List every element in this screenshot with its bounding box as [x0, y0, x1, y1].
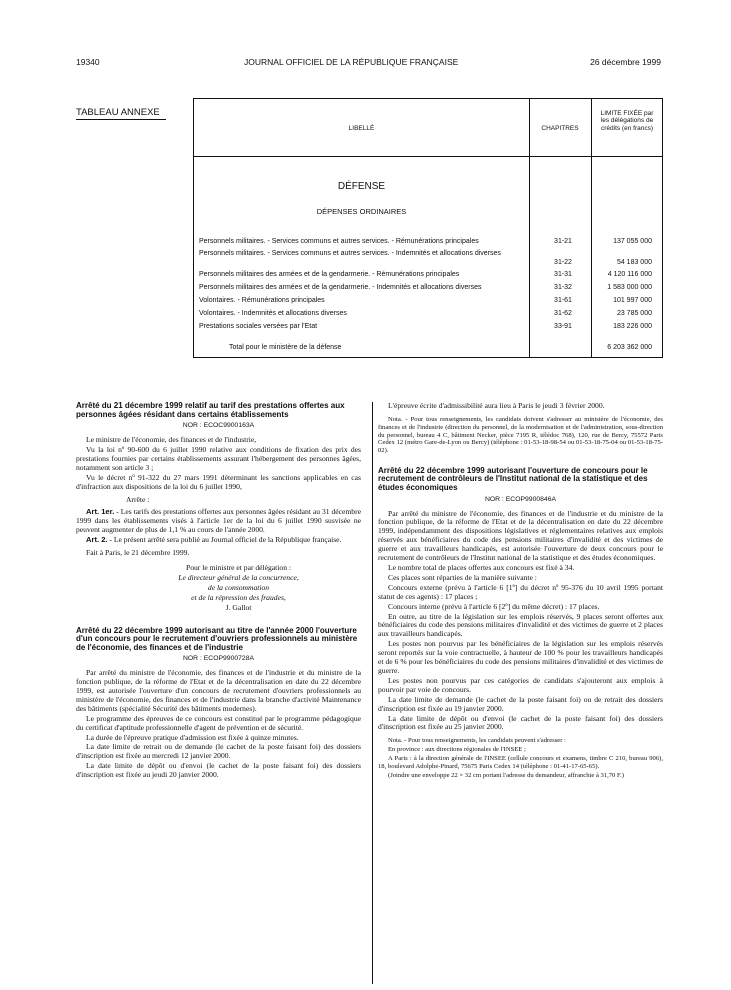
table-col-divider [529, 99, 530, 357]
row-libelle: Personnels militaires. - Services communs et autres services. - Indemnités et allocations diverses [199, 250, 501, 257]
column-divider [372, 402, 373, 984]
page-number: 19340 [76, 57, 100, 67]
row-chapitre: 31-22 [554, 259, 572, 266]
row-chapitre: 31-61 [554, 297, 572, 304]
row-amount: 54 183 000 [616, 259, 652, 266]
paragraph: Concours interne (prévu à l'article 6 [2º] du même décret) : 17 places. [388, 601, 600, 611]
delegation-line: Pour le ministre et par délégation : [185, 562, 292, 572]
nota: Nota. - Pour tous renseignements, les candidats doivent s'adresser au ministère de l'économie, des finances et de l'industrie (direction du personnel, de la modernisation et de l'administration, sous-direction du personnel, bureau 4 C, bâtiment Necker, pièce 7195 R, télédoc 768), 120, rue de Bercy, 75572 Paris Cedex 12 (métro Gare-de-Lyon ou Bercy) (téléphone : 01-53-18-98-54 ou 01-53-18-75-04 ou 01-53-18-75-02). [378, 415, 663, 455]
row-libelle: Prestations sociales versées par l'Etat [199, 323, 318, 330]
paragraph: La date limite de dépôt ou d'envoi (le cachet de la poste faisant foi) des dossiers d'inscription est fixée au 25 janvier 2000. [378, 713, 663, 732]
paragraph: Par arrêté du ministre de l'économie, des finances et de l'industrie et du ministre de la fonction publique, de la réforme de l'Etat et de la décentralisation en date du 22 décembre 1999, est autorisée l'ouverture d'un concours de recrutement d'ouvriers professionnels au ministère de l'économie, des finances et de l'industrie dans la branche d'activité Maintenance des bâtiments (spécialité Sécurité des bâtiments modernes). [76, 668, 361, 713]
total-label: Total pour le ministère de la défense [229, 344, 342, 351]
signature-title: Le directeur général de la concurrence, [178, 572, 299, 582]
right-column [378, 402, 663, 780]
table-header-divider [194, 156, 662, 157]
annexe-table [193, 98, 663, 358]
col-header-libelle: LIBELLÉ [348, 125, 375, 132]
article-title: Arrêté du 22 décembre 1999 autorisant au titre de l'année 2000 l'ouverture d'un concours pour le recrutement d'ouvriers professionnels au ministère de l'économie, des finances et de l'industrie [76, 625, 358, 652]
row-chapitre: 31-21 [554, 238, 572, 245]
col-header-limite: LIMITE FIXÉE par les délégations de crédits (en francs) [600, 110, 654, 132]
paragraph: Le ministre de l'économie, des finances et de l'industrie, [86, 435, 257, 445]
article-paragraph [76, 508, 361, 535]
article-title: Arrêté du 22 décembre 1999 autorisant l'ouverture de concours pour le recrutement de contrôleurs de l'Institut national de la statistique et des études économiques [378, 465, 648, 493]
paragraph: La date limite de demande (le cachet de la poste faisant foi) ou de retrait des dossiers d'inscription est fixée au 19 janvier 2000. [378, 694, 663, 713]
annexe-label: TABLEAU ANNEXE [76, 107, 160, 118]
article-label: Art. 1er. [86, 507, 115, 517]
arrete-heading: Arrête : [126, 494, 150, 504]
row-chapitre: 31-32 [554, 284, 572, 291]
row-chapitre: 31-62 [554, 310, 572, 317]
nota-line: (Joindre une enveloppe 22 × 32 cm portant l'adresse du demandeur, affranchie à 31,70 F.) [388, 771, 624, 779]
article-text: - Le présent arrêté sera publié au Journal officiel de la République française. [107, 535, 342, 545]
paragraph: Le programme des épreuves de ce concours est constitué par le programme pédagogique du certificat d'aptitude professionnelle d'agent de prévention et de sécurité. [76, 713, 361, 732]
nor-reference: NOR : ECOP9900846A [484, 495, 557, 503]
annexe-rule [76, 119, 166, 120]
paragraph: La date limite de retrait ou de demande (le cachet de la poste faisant foi) des dossiers d'inscription est fixée au mercredi 12 janvier 2000. [76, 742, 361, 761]
nor-reference: NOR : ECOP9900728A [182, 655, 255, 663]
signature-title: et de la répression des fraudes, [191, 592, 286, 602]
row-libelle: Volontaires. - Indemnités et allocations diverses [199, 310, 347, 317]
paragraph: Vu la loi nº 90-600 du 6 juillet 1990 relative aux conditions de fixation des prix des prestations fournies par certains établissements assurant l'hébergement des personnes âgées, notamment son article 3 ; [76, 445, 361, 472]
row-amount: 137 055 000 [613, 238, 652, 245]
paragraph: Par arrêté du ministre de l'économie, des finances et de l'industrie et du ministre de la fonction publique, de la réforme de l'Etat et de la décentralisation en date du 22 décembre 1999, indépendamment des dispositions législatives et réglementaires relatives aux emplois réservés aux bénéficiaires du code des pensions militaires d'invalidité et des victimes de guerre et aux travailleurs handicapés, est autorisée l'ouverture de deux concours pour le recrutement de contrôleurs de l'Institut national de la statistique et des études économiques. [378, 508, 663, 563]
nor-reference: NOR : ECOC9900163A [182, 422, 255, 430]
paragraph: Les postes non pourvus par les bénéficiaires de la législation sur les emplois réservés seront reportés sur la voie contractuelle, à hauteur de 100 % pour les travailleurs handicapés et de 6 % pour les bénéficiaires du code des pensions militaires d'invalidité et des victimes de guerre. [378, 639, 663, 675]
total-amount: 6 203 362 000 [607, 344, 652, 351]
row-libelle: Personnels militaires des armées et de la gendarmerie. - Indemnités et allocations diverses [199, 284, 482, 291]
row-amount: 23 785 000 [616, 310, 652, 317]
paragraph: Le nombre total de places offertes aux concours est fixé à 34. [388, 563, 575, 573]
article-title: Arrêté du 21 décembre 1999 relatif au tarif des prestations offertes aux personnes âgées résidant dans certains établissements [76, 401, 345, 419]
row-amount: 1 583 000 000 [607, 284, 652, 291]
section-title: DÉFENSE [337, 181, 386, 192]
row-libelle: Personnels militaires. - Services communs et autres services. - Rémunérations principales [199, 238, 479, 245]
paragraph: En outre, au titre de la législation sur les emplois réservés, 9 places seront offertes aux bénéficiaires du code des pensions militaires d'invalidité et des victimes de guerre et 2 places aux travailleurs handicapés. [378, 611, 663, 639]
nota-line: A Paris : à la direction générale de l'INSEE (cellule concours et examens, timbre C 210, bureau 906), 18, boulevard Adolphe-Pinard, 75675 Paris Cedex 14 (téléphone : 01-41-17-65-65). [378, 754, 663, 770]
table-col-divider [591, 99, 592, 357]
row-chapitre: 33-91 [554, 323, 572, 330]
nota-line: En province : aux directions régionales de l'INSEE ; [388, 746, 526, 754]
row-libelle: Personnels militaires des armées et de la gendarmerie. - Rémunérations principales [199, 271, 460, 278]
subsection-title: DÉPENSES ORDINAIRES [316, 207, 407, 216]
paragraph: Ces places sont réparties de la manière suivante : [388, 572, 537, 582]
row-amount: 4 120 116 000 [607, 271, 652, 278]
paragraph: Les postes non pourvus par ces catégories de candidats s'ajouteront aux emplois à pourvoir par voie de concours. [378, 675, 663, 694]
article-paragraph [76, 536, 361, 545]
signatory: J. Gallot [225, 602, 252, 612]
paragraph: La date limite de dépôt ou d'envoi (le cachet de la poste faisant foi) des dossiers d'inscription est fixée au jeudi 20 janvier 2000. [76, 761, 361, 780]
col-header-chapitres: CHAPITRES [541, 125, 579, 132]
row-libelle: Volontaires. - Rémunérations principales [199, 297, 325, 304]
row-amount: 183 226 000 [613, 323, 652, 330]
paragraph: La durée de l'épreuve pratique d'admission est fixée à quinze minutes. [86, 732, 299, 742]
row-chapitre: 31-31 [554, 271, 572, 278]
journal-title: JOURNAL OFFICIEL DE LA RÉPUBLIQUE FRANÇAISE [244, 57, 459, 67]
nota: Nota. - Pour tous renseignements, les candidats peuvent s'adresser : [388, 737, 566, 745]
article-text: - Les tarifs des prestations offertes aux personnes âgées résidant au 31 décembre 1999 dans les établissements visés à l'article 1er de la loi du 6 juillet 1990 susvisée ne peuvent augmenter de plus de 1,1 % au cours de l'année 2000. [76, 507, 362, 535]
issue-date: 26 décembre 1999 [590, 57, 661, 67]
paragraph: Vu le décret nº 91-322 du 27 mars 1991 déterminant les sanctions applicables en cas d'infraction aux dispositions de la loi du 6 juillet 1990, [76, 472, 361, 491]
left-column [76, 402, 361, 781]
row-amount: 101 997 000 [613, 297, 652, 304]
paragraph: Fait à Paris, le 21 décembre 1999. [86, 548, 190, 558]
paragraph: Concours externe (prévu à l'article 6 [1º] du décret nº 95-376 du 10 avril 1995 portant statut de ces agents) : 17 places ; [378, 582, 663, 601]
signature-title: de la consommation [207, 582, 270, 592]
article-label: Art. 2. [86, 535, 108, 545]
paragraph: L'épreuve écrite d'admissibilité aura lieu à Paris le jeudi 3 février 2000. [388, 401, 605, 410]
